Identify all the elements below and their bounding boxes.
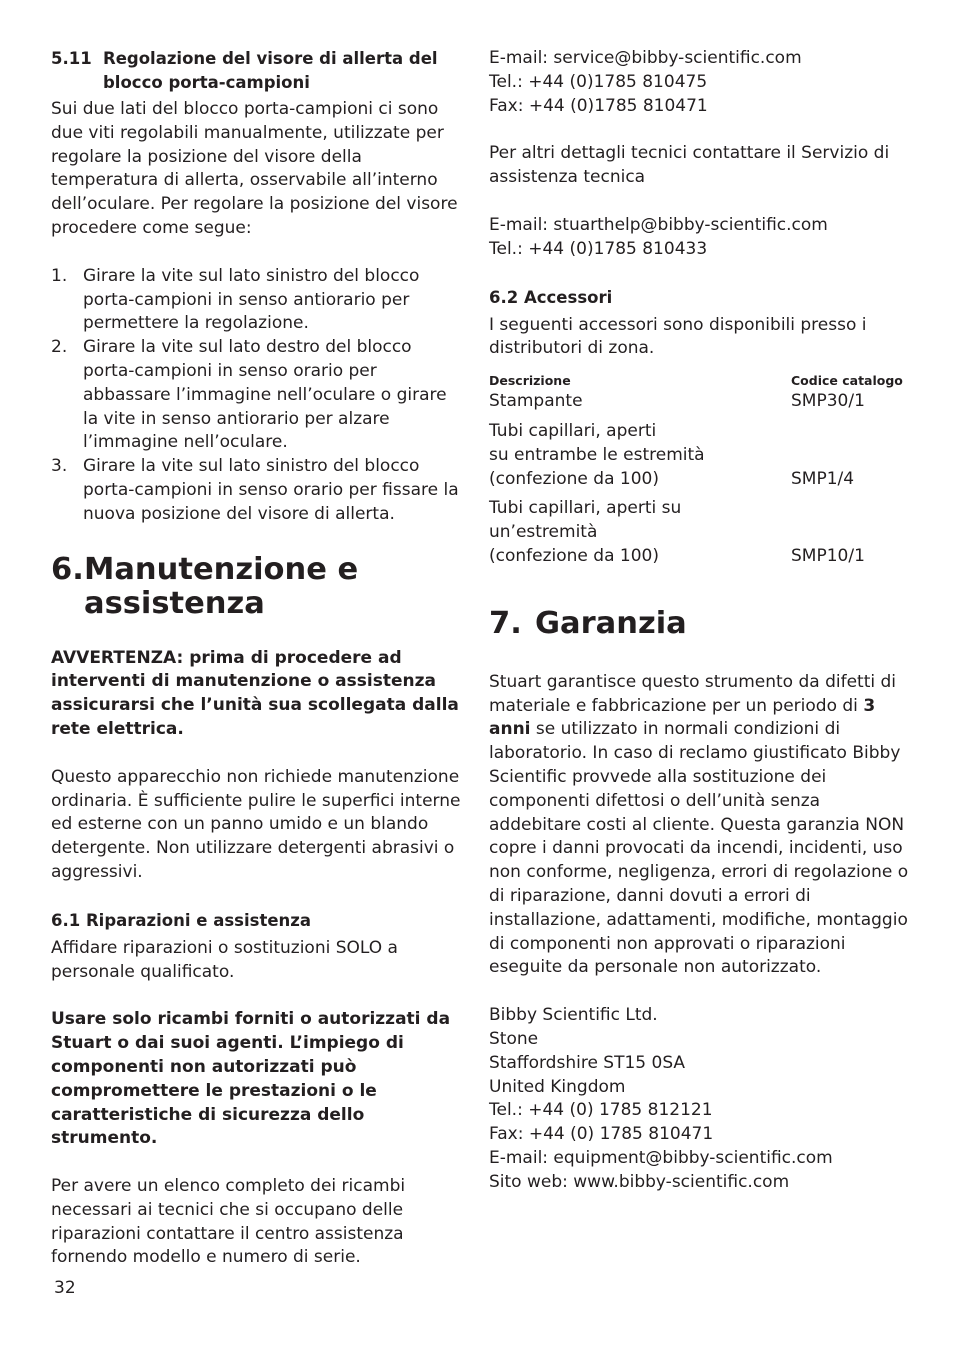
- service-contact: [489, 47, 909, 118]
- table-row: [489, 420, 909, 491]
- description-line: Tubi capillari, aperti su: [489, 498, 682, 519]
- address-line: Staffordshire ST15 0SA: [489, 1052, 686, 1073]
- warranty-text-end: se utilizzato in normali condizioni di laboratorio. In caso di reclamo giustificato Bibby Scientific provvede alla sostituzione dei componenti difettosi o dell’unità senza addebitare costi al cliente. Questa garanzia NON copre i danni provocati da incendi, incidenti, uso non conforme, negligenza, errori di regolazione o di riparazione, danni dovuti a errori di installazione, adattamenti, modifiche, montaggio di componenti non approvati o riparazioni eseguite da personale non autorizzato.: [489, 719, 909, 978]
- service-email: E-mail: service@bibby-scientific.com: [489, 48, 802, 68]
- section-5-11-heading: [51, 47, 461, 95]
- step-text: Girare la vite sul lato sinistro del blocco porta-campioni in senso orario per fissare la nuova posizione del visore di allerta.: [83, 456, 459, 524]
- step-text: Girare la vite sul lato destro del blocco porta-campioni in senso orario per abbassare l’immagine nell’oculare o girare la vite in senso antiorario per alzare l’immagine nell’oculare.: [83, 337, 447, 453]
- address-line: Fax: +44 (0) 1785 810471: [489, 1124, 714, 1145]
- maintenance-text: Questo apparecchio non richiede manutenzione ordinaria. È sufficiente pulire le superfici interne ed esterne con un panno umido e un blando detergente. Non utilizzare detergenti abrasivi o aggressivi.: [51, 766, 461, 882]
- safety-warning: AVVERTENZA: prima di procedere ad interventi di manutenzione o assistenza assicurarsi che l’unità sua scollegata dalla rete elettrica.: [51, 647, 459, 739]
- list-item: [51, 455, 461, 526]
- table-row: [489, 390, 909, 414]
- address-line: Tel.: +44 (0) 1785 812121: [489, 1100, 713, 1121]
- warranty-period: 3 anni: [489, 695, 876, 740]
- list-item: [51, 265, 461, 336]
- row-description: [489, 390, 791, 414]
- service-tel: Tel.: +44 (0)1785 810475: [489, 71, 708, 92]
- service-fax: Fax: +44 (0)1785 810471: [489, 95, 708, 116]
- tech-info-text: Per altri dettagli tecnici contattare il Servizio di assistenza tecnica: [489, 143, 890, 188]
- column-header-description: Descrizione: [489, 373, 571, 389]
- section-6-2-text: I seguenti accessori sono disponibili presso i distributori di zona.: [489, 314, 867, 359]
- row-description: [489, 420, 791, 491]
- chapter-title: Garanzia: [535, 605, 687, 641]
- row-code: SMP1/4: [791, 468, 855, 489]
- list-item: [51, 336, 461, 455]
- section-number: 5.11: [51, 49, 92, 68]
- step-number: 1.: [51, 265, 68, 286]
- description-line: su entrambe le estremità: [489, 444, 705, 465]
- step-text: Girare la vite sul lato sinistro del blocco porta-campioni in senso antiorario per permettere la regolazione.: [83, 265, 420, 334]
- step-number: 2.: [51, 337, 68, 358]
- address-line: United Kingdom: [489, 1076, 626, 1097]
- section-6-2-title: 6.2 Accessori: [489, 287, 613, 307]
- section-6-1-text: Affidare riparazioni o sostituzioni SOLO a personale qualificato.: [51, 937, 398, 982]
- row-description: [489, 497, 791, 568]
- help-email: E-mail: stuarthelp@bibby-scientific.com: [489, 214, 828, 235]
- left-column: [51, 47, 461, 1270]
- row-code: SMP10/1: [791, 545, 865, 566]
- description-line: Stampante: [489, 391, 583, 412]
- accessories-table: [489, 371, 909, 569]
- row-code: SMP30/1: [791, 391, 865, 412]
- address-line: E-mail: equipment@bibby-scientific.com: [489, 1147, 833, 1168]
- description-line: (confezione da 100): [489, 545, 659, 566]
- column-header-code: Codice catalogo: [791, 373, 903, 389]
- help-tel: Tel.: +44 (0)1785 810433: [489, 238, 708, 259]
- address-line: Stone: [489, 1028, 539, 1049]
- step-number: 3.: [51, 456, 68, 477]
- description-line: un’estremità: [489, 522, 598, 543]
- chapter-number: 6.: [51, 551, 84, 587]
- warranty-text-start: Stuart garantisce questo strumento da difetti di materiale e fabbricazione per un periodo di: [489, 671, 896, 716]
- page-number: 32: [54, 1278, 76, 1298]
- chapter-title: Manutenzione e assistenza: [84, 551, 359, 621]
- spare-parts-warning: Usare solo ricambi forniti o autorizzati da Stuart o dai suoi agenti. L’impiego di componenti non autorizzati può compromettere le prestazioni o le caratteristiche di sicurezza dello strumento.: [51, 1009, 451, 1149]
- right-column: [489, 47, 909, 1194]
- description-line: (confezione da 100): [489, 468, 659, 489]
- address-line: Bibby Scientific Ltd.: [489, 1005, 658, 1026]
- spare-parts-info: Per avere un elenco completo dei ricambi necessari ai tecnici che si occupano delle riparazioni contattare il centro assistenza fornendo modello e numero di serie.: [51, 1176, 406, 1268]
- description-line: Tubi capillari, aperti: [489, 420, 657, 441]
- adjustment-steps: [51, 265, 461, 527]
- company-address: [489, 1004, 909, 1194]
- section-5-11-intro: Sui due lati del blocco porta-campioni ci sono due viti regolabili manualmente, utilizzate per regolare la posizione del visore della temperatura di allerta, osservabile all’interno dell’oculare. Per regolare la posizione del visore procedere come segue:: [51, 99, 458, 238]
- address-line: Sito web: www.bibby-scientific.com: [489, 1171, 790, 1192]
- chapter-7-heading: [489, 607, 909, 641]
- table-row: [489, 497, 909, 568]
- chapter-6-heading: [51, 553, 461, 621]
- chapter-number: 7.: [489, 605, 522, 641]
- section-6-1-title: 6.1 Riparazioni e assistenza: [51, 910, 312, 930]
- table-header: [489, 371, 909, 390]
- help-contact: [489, 214, 909, 262]
- warranty-text: [489, 671, 909, 980]
- section-title: Regolazione del visore di allerta del blocco porta-campioni: [103, 49, 438, 92]
